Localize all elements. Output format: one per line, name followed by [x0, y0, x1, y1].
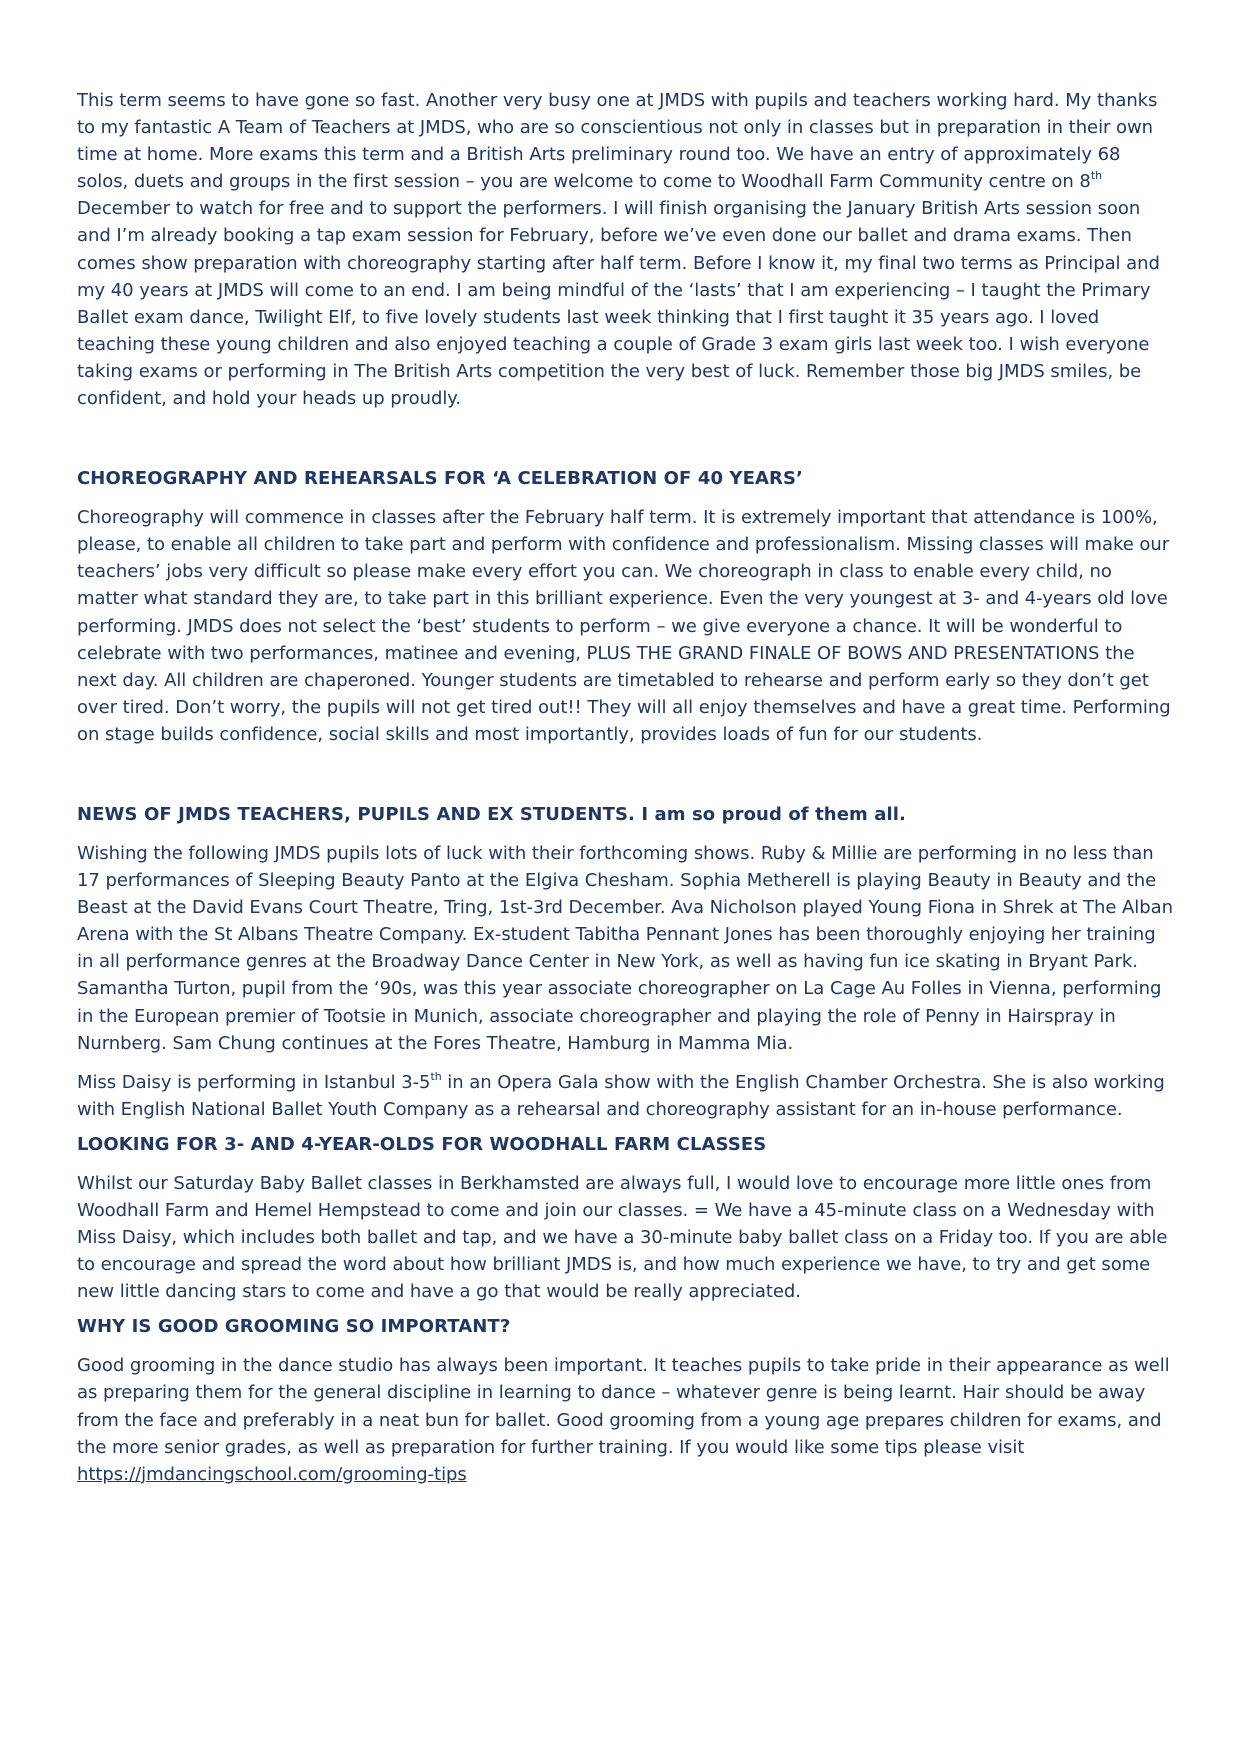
news-paragraph: Wishing the following JMDS pupils lots of luck with their forthcoming shows. Ruby & Millie are performing in no less than 17 performances of Sleeping Beauty Panto at the Elgiva Chesham. Sophia Metherell is playing Beauty in Beauty and the Beast at the David Evans Court Theatre, Tring, 1st-3rd December. Ava Nicholson played Young Fiona in Shrek at The Alban Arena with the St Albans Theatre Company. Ex-student Tabitha Pennant Jones has been thoroughly enjoying her training in all performance genres at the Broadway Dance Center in New York, as well as having fun ice skating in Bryant Park. Samantha Turton, pupil from the ‘90s, was this year associate choreographer on La Cage Au Folles in Vienna, performing in the European premier of Tootsie in Munich, associate choreographer and playing the role of Penny in Hairspray in Nurnberg. Sam Chung continues at the Fores Theatre, Hamburg in Mamma Mia. — [77, 842, 1173, 1054]
daisy-text-b: in an Opera Gala show with the English Chamber Orchestra. She is also working with English National Ballet Youth Company as a rehearsal and choreography assistant for an in-house performance. — [77, 1071, 1165, 1120]
grooming-heading: WHY IS GOOD GROOMING SO IMPORTANT? — [77, 1316, 511, 1338]
woodhall-paragraph: Whilst our Saturday Baby Ballet classes in Berkhamsted are always full, I would love to encourage more little ones from Woodhall Farm and Hemel Hempstead to come and join our classes. = We have a 45-minute class on a Wednesday with Miss Daisy, which includes both ballet and tap, and we have a 30-minute baby ballet class on a Friday too. If you are able to encourage and spread the word about how brilliant JMDS is, and how much experience we have, to try and get some new little dancing stars to come and have a go that would be really appreciated. — [77, 1172, 1168, 1303]
ordinal-suffix: th — [1090, 169, 1102, 183]
ordinal-suffix: th — [430, 1069, 442, 1083]
intro-paragraph — [77, 87, 1177, 412]
grooming-text: Good grooming in the dance studio has always been important. It teaches pupils to take pride in their appearance as well as preparing them for the general discipline in learning to dance – whatever genre is being learnt. Hair should be away from the face and preferably in a neat bun for ballet. Good grooming from a young age prepares children for exams, and the more senior grades, as well as preparation for further training. If you would like some tips please visit — [77, 1355, 1170, 1458]
intro-text-b: December to watch for free and to support the performers. I will finish organising the January British Arts session soon and I’m already booking a tap exam session for February, before we’ve even done our ballet and drama exams. Then comes show preparation with choreography starting after half term. Before I know it, my final two terms as Principal and my 40 years at JMDS will come to an end. I am being mindful of the ‘lasts’ that I am experiencing – I taught the Primary Ballet exam dance, Twilight Elf, to five lovely students last week thinking that I first taught it 35 years ago. I loved teaching these young children and also enjoyed teaching a couple of Grade 3 exam girls last week too. I wish everyone taking exams or performing in The British Arts competition the very best of luck. Remember those big JMDS smiles, be confident, and hold your heads up proudly. — [77, 198, 1160, 410]
daisy-text-a: Miss Daisy is performing in Istanbul 3-5 — [77, 1071, 431, 1093]
grooming-tips-link[interactable]: https://jmdancingschool.com/grooming-tips — [77, 1463, 467, 1485]
newsletter-body — [77, 87, 1177, 1488]
choreography-heading: CHOREOGRAPHY AND REHEARSALS FOR ‘A CELEBRATION OF 40 YEARS’ — [77, 468, 803, 490]
choreography-paragraph: Choreography will commence in classes after the February half term. It is extremely important that attendance is 100%, please, to enable all children to take part and perform with confidence and professionalism. Missing classes will make our teachers’ jobs very difficult so please make every effort you can. We choreograph in class to enable every child, no matter what standard they are, to take part in this brilliant experience. Even the very youngest at 3- and 4-years old love performing. JMDS does not select the ‘best’ students to perform – we give everyone a chance. It will be wonderful to celebrate with two performances, matinee and evening, PLUS THE GRAND FINALE OF BOWS AND PRESENTATIONS the next day. All children are chaperoned. Younger students are timetabled to rehearse and perform early so they don’t get over tired. Don’t worry, the pupils will not get tired out!! They will all enjoy themselves and have a great time. Performing on stage builds confidence, social skills and most importantly, provides loads of fun for our students. — [77, 507, 1171, 745]
news-heading: NEWS OF JMDS TEACHERS, PUPILS AND EX STUDENTS. I am so proud of them all. — [77, 803, 906, 825]
grooming-paragraph — [77, 1352, 1177, 1487]
intro-text-a: This term seems to have gone so fast. Another very busy one at JMDS with pupils and teachers working hard. My thanks to my fantastic A Team of Teachers at JMDS, who are so conscientious not only in classes but in preparation in their own time at home. More exams this term and a British Arts preliminary round too. We have an entry of approximately 68 solos, duets and groups in the first session – you are welcome to come to Woodhall Farm Community centre on 8 — [77, 90, 1158, 193]
woodhall-heading: LOOKING FOR 3- AND 4-YEAR-OLDS FOR WOODHALL FARM CLASSES — [77, 1133, 767, 1155]
miss-daisy-paragraph — [77, 1069, 1177, 1123]
